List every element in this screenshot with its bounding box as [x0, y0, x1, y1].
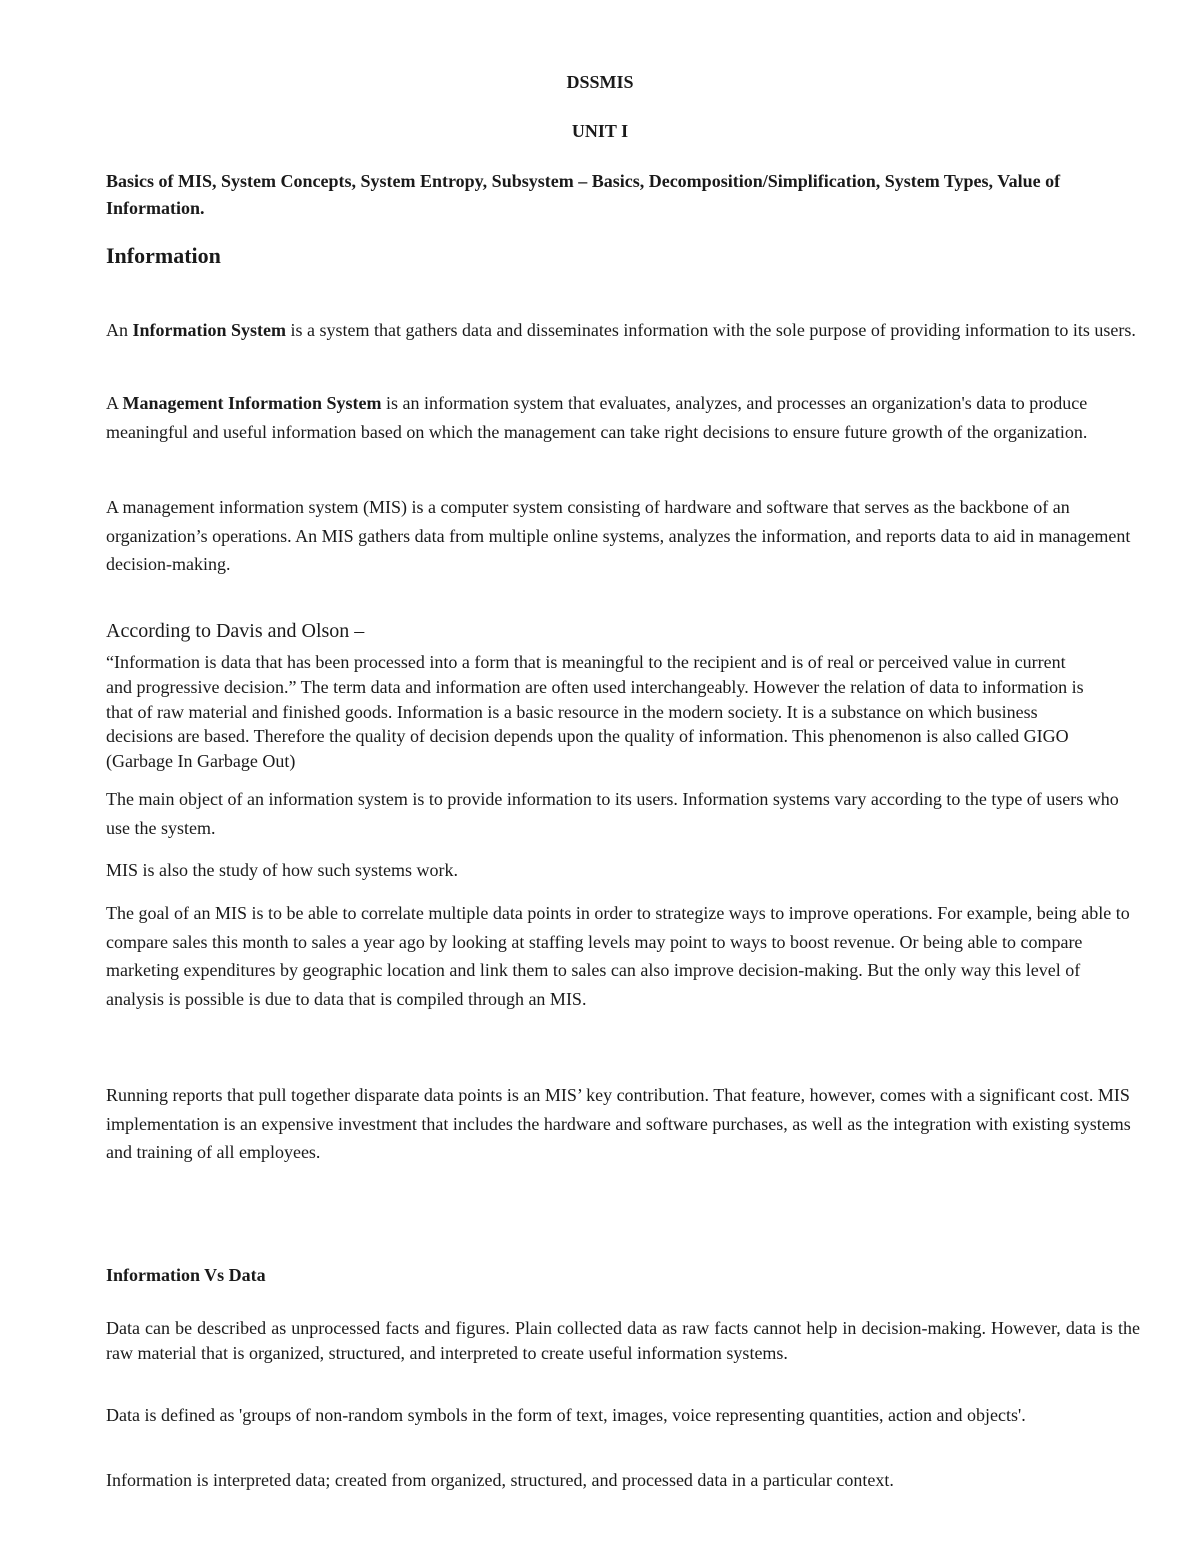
section-heading-information: Information	[106, 243, 221, 268]
davis-olson-quote: “Information is data that has been processed into a form that is meaningful to the recipient and is of real or perceived value in current and progressive decision.” The term data and information are often used interchangeably. However the relation of data to information is that of raw material and finished goods. Information is a basic resource in the modern society. It is a substance on which business decisions are based. Therefore the quality of decision depends upon the quality of information. This phenomenon is also called GIGO (Garbage In Garbage Out)	[106, 652, 1084, 772]
unit-label: UNIT I	[571, 121, 629, 141]
text-run: An	[106, 320, 133, 340]
section-heading-info-vs-data: Information Vs Data	[106, 1265, 266, 1285]
paragraph-goal: The goal of an MIS is to be able to correlate multiple data points in order to strategize ways to improve operations. For example, being able to compare sales this month to sales a year ago by looking at staffing levels may point to ways to boost revenue. Or being able to compare marketing expenditures by geographic location and link them to sales can also improve decision-making. But the only way this level of analysis is possible is due to data that is compiled through an MIS.	[106, 903, 1130, 1009]
paragraph-information-interpreted: Information is interpreted data; created from organized, structured, and processed data in a particular context.	[106, 1470, 894, 1490]
davis-olson-heading: According to Davis and Olson –	[106, 620, 365, 642]
topics-list: Basics of MIS, System Concepts, System Entropy, Subsystem – Basics, Decomposition/Simplification, System Types, Value of Information.	[106, 171, 1061, 218]
text-run: is a system that gathers data and disseminates information with the sole purpose of providing information to its users.	[286, 320, 1136, 340]
paragraph-study: MIS is also the study of how such systems work.	[106, 860, 458, 880]
bold-term: Management Information System	[122, 393, 382, 413]
paragraph-data-defined: Data is defined as 'groups of non-random symbols in the form of text, images, voice representing quantities, action and objects'.	[106, 1405, 1026, 1425]
paragraph-mis-definition	[106, 389, 1140, 446]
text-run: A	[106, 393, 123, 413]
paragraph-mis-computer-system: A management information system (MIS) is a computer system consisting of hardware and software that serves as the backbone of an organization’s operations. An MIS gathers data from multiple online systems, analyzes the information, and reports data to aid in management decision-making.	[106, 497, 1131, 574]
paragraph-information-system	[106, 316, 1140, 345]
text-run: is an information system that evaluates, analyzes, and processes an organization's data to produce meaningful and useful information based on which the management can take right decisions to ensure future growth of the organization.	[106, 393, 1088, 442]
paragraph-main-object: The main object of an information system is to provide information to its users. Information systems vary according to the type of users who use the system.	[106, 789, 1119, 838]
document-title: DSSMIS	[566, 72, 634, 92]
paragraph-running-reports: Running reports that pull together disparate data points is an MIS’ key contribution. That feature, however, comes with a significant cost. MIS implementation is an expensive investment that includes the hardware and software purchases, as well as the integration with existing systems and training of all employees.	[106, 1085, 1131, 1162]
paragraph-data-described: Data can be described as unprocessed facts and figures. Plain collected data as raw facts cannot help in decision-making. However, data is the raw material that is organized, structured, and interpreted to create useful information systems.	[106, 1318, 1140, 1363]
bold-term: Information System	[132, 320, 286, 340]
